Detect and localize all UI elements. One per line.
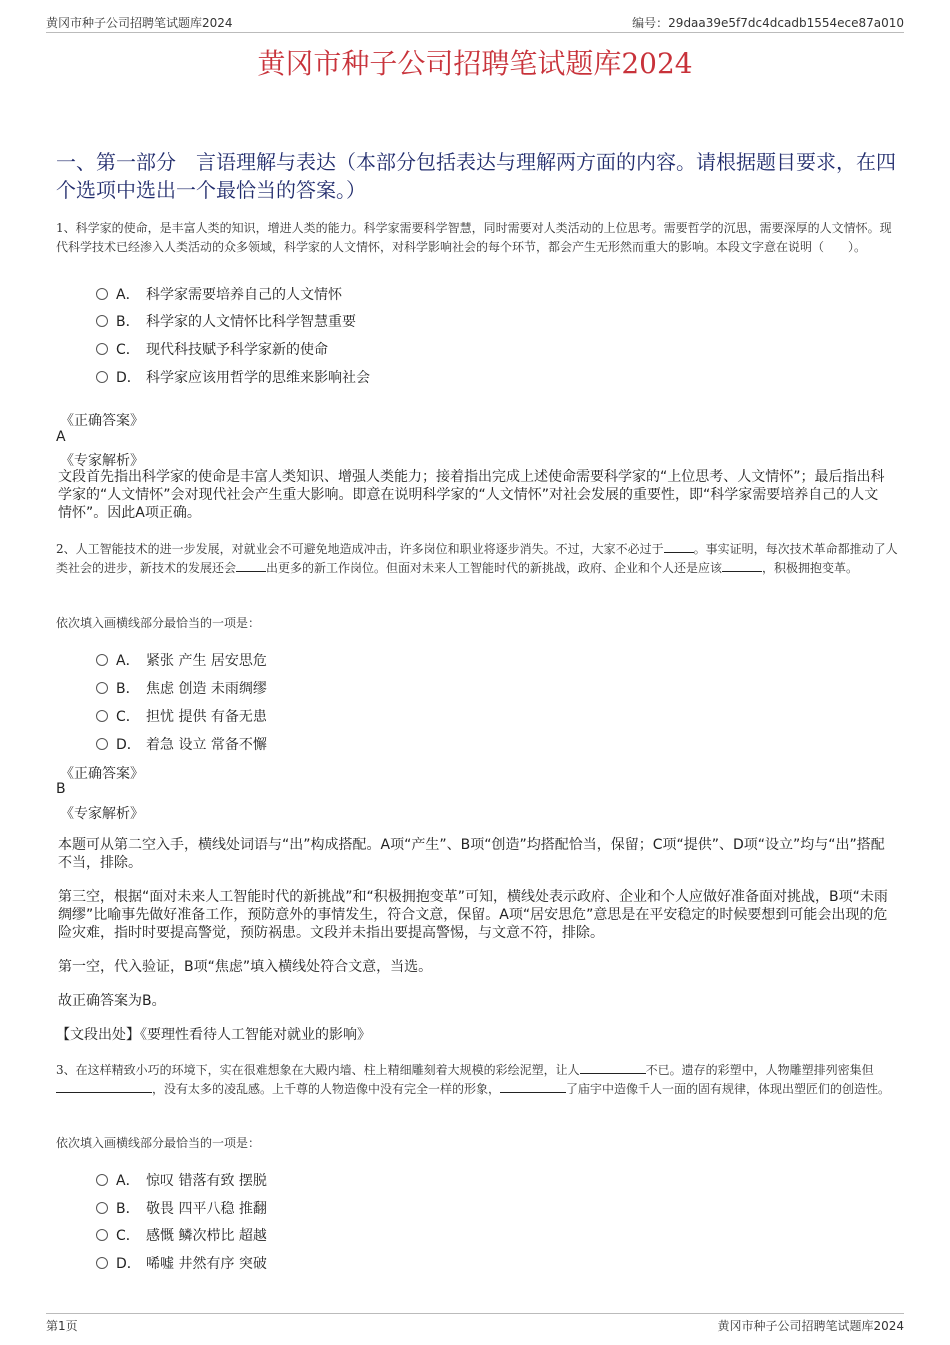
- q2-instruction: 依次填入画横线部分最恰当的一项是：: [56, 616, 261, 630]
- q3-option-d[interactable]: D． 唏嘘 井然有序 突破: [96, 1253, 267, 1273]
- q2-text: 2、人工智能技术的进一步发展，对就业会不可避免地造成冲击，许多岗位和职业将逐步消失。不过，大家不必过于 。事实证明，每次技术革命都推动了人类社会的进步，新技术的发展还会 出更多的新工作岗位。但面对未来人工智能时代的新挑战，政府、企业和个人还是应该 ，积极拥抱变革。: [56, 542, 898, 575]
- q1-option-b[interactable]: B． 科学家的人文情怀比科学智慧重要: [96, 311, 356, 331]
- q1-option-a[interactable]: A． 科学家需要培养自己的人文情怀: [96, 284, 342, 304]
- radio-icon[interactable]: [96, 315, 108, 327]
- q3-text: 3、在这样精致小巧的环境下，实在很难想象在大殿内墙、柱上精细雕刻着大规模的彩绘泥塑，让人 不已。遗存的彩塑中，人物雕塑排列密集但，没有太多的凌乱感。上千尊的人物造像中没有完全一样的形象， 了庙宇中造像千人一面的固有规律，体现出塑匠们的创造性。: [56, 1063, 891, 1096]
- q2-option-a[interactable]: A． 紧张 产生 居安思危: [96, 650, 267, 670]
- q1-option-d[interactable]: D． 科学家应该用哲学的思维来影响社会: [96, 367, 370, 387]
- page-footer: [46, 1313, 904, 1334]
- q2-analysis-2: 第三空，根据“面对未来人工智能时代的新挑战”和“积极拥抱变革”可知，横线处表示政府、企业和个人应做好准备面对挑战，B项“未雨绸缪”比喻事先做好准备工作，预防意外的事情发生，符合文意，保留。A项“居安思危”意思是在平安稳定的时候要想到可能会出现的危险灾难，指时时要提高警觉，预防祸患。文段并未指出要提高警惕，与文意不符，排除。: [58, 889, 888, 941]
- page-title: 黄冈市种子公司招聘笔试题库2024: [257, 47, 693, 80]
- footer-doc-title: 黄冈市种子公司招聘笔试题库2024: [717, 1319, 904, 1333]
- q3-instruction: 依次填入画横线部分最恰当的一项是：: [56, 1136, 261, 1150]
- q2-option-c[interactable]: C． 担忧 提供 有备无患: [96, 706, 267, 726]
- radio-icon[interactable]: [96, 738, 108, 750]
- q1-expert-analysis-label: 《专家解析》: [60, 453, 144, 469]
- q2-expert-analysis-label: 《专家解析》: [60, 806, 144, 822]
- q2-answer: B: [56, 781, 66, 797]
- q2-option-d[interactable]: D． 着急 设立 常备不懈: [96, 734, 267, 754]
- radio-icon[interactable]: [96, 1174, 108, 1186]
- blank-line: [664, 540, 694, 553]
- radio-icon[interactable]: [96, 654, 108, 666]
- header-doc-title: 黄冈市种子公司招聘笔试题库2024: [46, 16, 233, 30]
- blank-line: [722, 559, 762, 572]
- q1-answer: A: [56, 429, 66, 445]
- page-header: [46, 14, 904, 33]
- q1-analysis: 文段首先指出科学家的使命是丰富人类知识、增强人类能力；接着指出完成上述使命需要科学家的“上位思考、人文情怀”；最后指出科学家的“人文情怀”会对现代社会产生重大影响。即意在说明科学家的“人文情怀”对社会发展的重要性，即“科学家需要培养自己的人文情怀”。因此A项正确。: [58, 469, 885, 521]
- blank-line: [500, 1080, 566, 1093]
- radio-icon[interactable]: [96, 710, 108, 722]
- blank-line: [236, 559, 266, 572]
- q3-option-a[interactable]: A． 惊叹 错落有致 摆脱: [96, 1170, 267, 1190]
- q2-analysis-3: 第一空，代入验证，B项“焦虑”填入横线处符合文意，当选。: [58, 959, 433, 975]
- radio-icon[interactable]: [96, 682, 108, 694]
- q2-source: 【文段出处】《要理性看待人工智能对就业的影响》: [56, 1027, 371, 1043]
- radio-icon[interactable]: [96, 343, 108, 355]
- radio-icon[interactable]: [96, 371, 108, 383]
- radio-icon[interactable]: [96, 1202, 108, 1214]
- q2-correct-answer-label: 《正确答案》: [60, 766, 144, 782]
- radio-icon[interactable]: [96, 1257, 108, 1269]
- blank-line: [56, 1080, 152, 1093]
- blank-line: [580, 1061, 646, 1074]
- radio-icon[interactable]: [96, 1229, 108, 1241]
- section-heading: 一、第一部分 言语理解与表达（本部分包括表达与理解两方面的内容。请根据题目要求，在四个选项中选出一个最恰当的答案。）: [56, 150, 896, 202]
- header-doc-code: 编号：29daa39e5f7dc4dcadb1554ece87a010: [632, 16, 904, 30]
- q1-text: 1、科学家的使命，是丰富人类的知识，增进人类的能力。科学家需要科学智慧，同时需要对人类活动的上位思考。需要哲学的沉思，需要深厚的人文情怀。现代科学技术已经渗入人类活动的众多领域，科学家的人文情怀，对科学影响社会的每个环节，都会产生无形然而重大的影响。本段文字意在说明（ ）。: [56, 221, 892, 254]
- q1-correct-answer-label: 《正确答案》: [60, 413, 144, 429]
- q3-option-c[interactable]: C． 感慨 鳞次栉比 超越: [96, 1225, 267, 1245]
- q2-analysis-4: 故正确答案为B。: [58, 993, 166, 1009]
- q3-option-b[interactable]: B． 敬畏 四平八稳 推翻: [96, 1198, 267, 1218]
- q2-option-b[interactable]: B． 焦虑 创造 未雨绸缪: [96, 678, 267, 698]
- q2-analysis-1: 本题可从第二空入手，横线处词语与“出”构成搭配。A项“产生”、B项“创造”均搭配恰当，保留；C项“提供”、D项“设立”均与“出”搭配不当，排除。: [58, 837, 885, 871]
- q1-option-c[interactable]: C． 现代科技赋予科学家新的使命: [96, 339, 328, 359]
- radio-icon[interactable]: [96, 288, 108, 300]
- page-number: 第1页: [46, 1319, 78, 1333]
